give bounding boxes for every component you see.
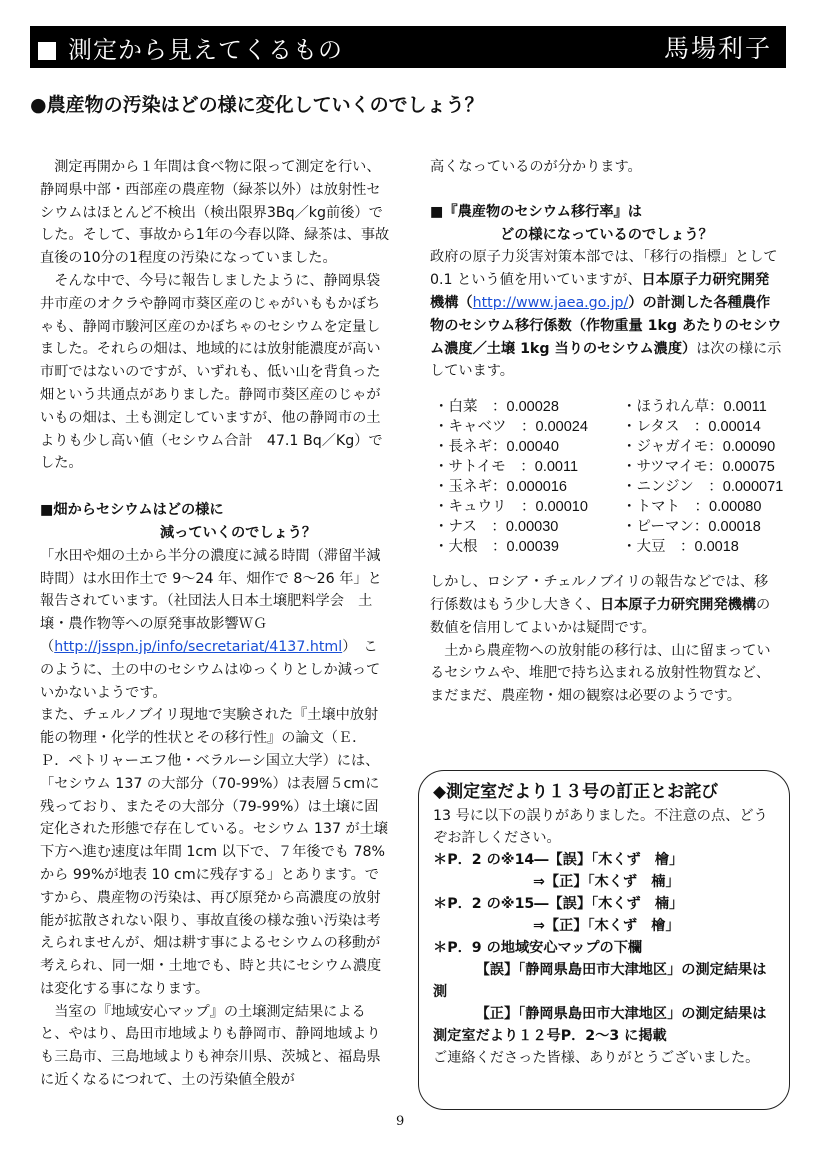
coefficient-item: ・サツマイモ：0.00075 — [622, 459, 775, 476]
coefficient-item: ・レタス ：0.00014 — [622, 419, 761, 436]
paragraph-text: 政府の原子力災害対策本部では、「移行の指標」として 0.1 という値を用いていますが、 — [430, 249, 778, 289]
paragraph — [430, 246, 782, 383]
section-heading: ■畑からセシウムはどの様に — [40, 502, 224, 519]
organization-name: 日本原子力研究開発機構 — [430, 272, 770, 311]
page-number: 9 — [396, 1114, 405, 1129]
notice-line: 【誤】「静岡県島田市大津地区」の測定結果は測 — [433, 962, 767, 1000]
coefficient-item: ・サトイモ ：0.0011 — [434, 459, 579, 476]
article-title — [38, 30, 343, 65]
section-heading: ■『農産物のセシウム移行率』は — [430, 203, 642, 220]
coefficient-item: ・ニンジン ：0.000071 — [622, 479, 784, 496]
paragraph: 測定再開から１年間は食べ物に限って測定を行い、静岡県中部・西部産の農産物（緑茶以外）は放射性セシウムはほとんど不検出（検出限界3Bq／kg前後）でした。そして、事故から1年の今春以降、緑茶は、事故直後の10分の1程度の汚染になっていました。 — [40, 159, 390, 267]
paragraph-bold-text: ）の計測した各種農作物のセシウム移行係数（作物重量 1kg あたりのセシウム濃度／土壌 1kg 当りのセシウム濃度） — [430, 294, 782, 357]
section-heading-cont: どの様になっているのでしょう？ — [500, 226, 713, 243]
coefficient-list — [434, 397, 782, 557]
paren: （ — [458, 294, 473, 311]
coefficient-item: ・キャベツ ：0.00024 — [434, 419, 588, 436]
notice-line: ＊P．2 の※15―【誤】「木くず 楠」 — [433, 896, 684, 912]
paragraph-text: 「水田や畑の土から半分の濃度に減る時間（滞留半減時間）は水田作土で 9〜24 年、畑作で 8〜26 年」と報告されています。（社団法人日本土壌肥料学会 土壌・農作物等への原発事故影響ＷＧ（ — [40, 547, 382, 655]
paragraph: 当室の『地域安心マップ』の土壌測定結果によると、やはり、島田市地域よりも静岡市、静岡地域よりも三島市、三島地域よりも神奈川県、茨城と、福島県に近くなるにつれて、土の汚染値全般が — [40, 1003, 381, 1089]
section-heading-cont: 減っていくのでしょう？ — [160, 524, 317, 541]
organization-name: 日本原子力研究開発機構 — [599, 596, 757, 613]
coefficient-item: ・トマト ：0.00080 — [622, 499, 762, 516]
paragraph-text: しかし、ロシア・チェルノブイリの報告などでは、移行係数はもう少し大きく、 — [430, 574, 769, 613]
right-column — [430, 156, 782, 708]
notice-line: ＊P．9 の地域安心マップの下欄 — [433, 940, 643, 956]
paragraph-text: の数値を信用してよいかは疑問です。 — [430, 596, 771, 636]
article-header — [30, 26, 786, 68]
coefficient-item: ・ピーマン：0.00018 — [622, 519, 761, 536]
article-title-text: 測定から見えてくるもの — [68, 35, 343, 64]
coefficient-item: ・ほうれん草：0.0011 — [622, 399, 767, 416]
paragraph — [40, 545, 390, 705]
reference-link[interactable]: http://www.jaea.go.jp/ — [472, 294, 629, 311]
paragraph-text: は次の様に示しています。 — [430, 340, 782, 380]
paragraph: 高くなっているのが分かります。 — [430, 159, 642, 175]
coefficient-item: ・玉ネギ：0.000016 — [434, 479, 567, 496]
notice-line: ＊P．2 の※14―【誤】「木くず 檜」 — [433, 852, 684, 868]
square-icon — [38, 42, 56, 60]
correction-notice-box — [418, 770, 790, 1110]
notice-line: ⇒【正】「木くず 檜」 — [533, 918, 680, 934]
notice-line: 13 号に以下の誤りがありました。不注意の点、どうぞお許しください。 — [433, 808, 768, 846]
author-name: 馬場利子 — [663, 34, 772, 63]
left-column — [40, 156, 390, 1092]
coefficient-item: ・ジャガイモ：0.00090 — [622, 439, 776, 456]
section-subtitle: ●農産物の汚染はどの様に変化していくのでしょう？ — [30, 94, 484, 116]
reference-link[interactable]: http://jsspn.jp/info/secretariat/4137.html — [54, 638, 343, 655]
notice-line: ⇒【正】「木くず 楠」 — [533, 874, 680, 890]
paragraph: 土から農産物への放射能の移行は、山に留まっているセシウムや、堆肥で持ち込まれる放射性物質など、まだまだ、農産物・畑の観察は必要のようです。 — [430, 642, 771, 705]
notice-line: 【正】「静岡県島田市大津地区」の測定結果は測定室だより１２号P．2〜3 に掲載 — [433, 1006, 767, 1044]
paragraph: また、チェルノブイリ現地で実験された『土壌中放射能の物理・化学的性状とその移行性』の論文（Ｅ．Ｐ．ペトリャーエフ他・ベラルーシ国立大学）には、「セシウム 137 の大部分（70-99%）は表層５cmに残っており、またその大部分（79-99%）は土壌に固定化された形態で存在している。セシウム 137 が土壌下方へ進む速度は年間 1cm 以下で、７年後でも 78%から 99%が地表 10 cmに残存する」とあります。ですから、農産物の汚染は、再び原発から高濃度の放射能が拡散されない限り、事故直後の様な強い汚染は考えられませんが、畑は耕す事によるセシウムの移動が考えられ、同一畑・土地でも、時と共にセシウム濃度は変化する事になります。 — [40, 707, 389, 997]
paragraph — [430, 571, 782, 639]
coefficient-item: ・大根 ：0.00039 — [434, 539, 559, 556]
paragraph-text: ） このように、土の中のセシウムはゆっくりとしか減っていかないようです。 — [40, 638, 381, 701]
coefficient-item: ・ナス ：0.00030 — [434, 519, 559, 536]
paragraph: そんな中で、今号に報告しましたように、静岡県袋井市産のオクラや静岡市葵区産のじゃがいももかぼちゃも、静岡市駿河区産のかぼちゃのセシウムを定量しました。それらの畑は、地域的には放射能濃度が高い市町ではないのですが、いずれも、低い山を背負った畑という共通点がありました。静岡市葵区産のじゃがいもの畑は、土も測定していますが、他の静岡市の土よりも少し高い値（セシウム合計 47.1 Bq／Kg）でした。 — [40, 272, 383, 472]
notice-line: ご連絡くださった皆様、ありがとうございました。 — [433, 1050, 760, 1066]
coefficient-item: ・大豆 ：0.0018 — [622, 539, 739, 556]
notice-title: ◆測定室だより１３号の訂正とお詫び — [433, 782, 719, 802]
coefficient-item: ・キュウリ ：0.00010 — [434, 499, 588, 516]
coefficient-item: ・長ネギ：0.00040 — [434, 439, 559, 456]
coefficient-item: ・白菜 ：0.00028 — [434, 399, 559, 416]
